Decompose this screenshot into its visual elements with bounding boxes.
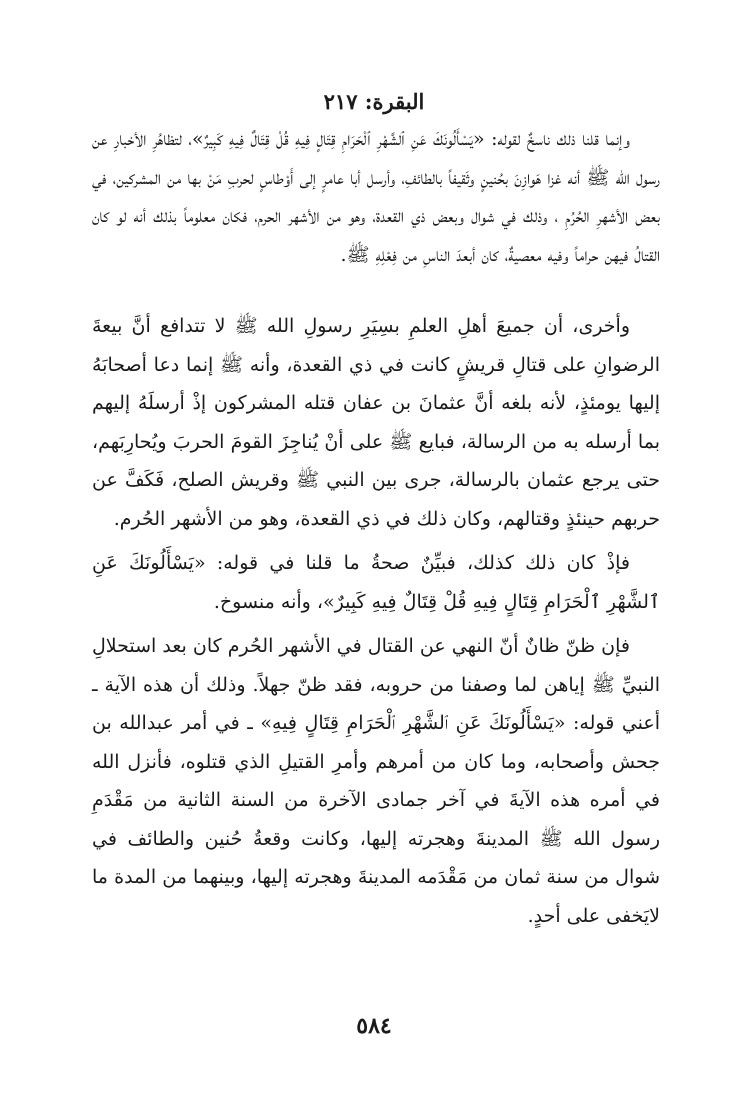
running-header: البقرة: ٢١٧ (323, 89, 425, 114)
paragraph-ridwan-pledge: وأخرى، أن جميعَ أهلِ العلمِ بسِيَرِ رسولِ الله ﷺ لا تتدافع أنَّ بيعةَ الرضوانِ على قتالِ قريشٍ كانت في ذي القعدة، وأنه ﷺ إنما دعا أصحابَهُ إليها يومئذٍ، لأنه بلغه أنَّ عثمانَ بن عفان قتله المشركون إذْ أرسلَهُ إليهم بما أرسله به من الرسالة، فبايع ﷺ على أنْ يُناجِزَ القومَ الحربَ ويُحارِبَهم، حتى يرجع عثمان بالرسالة، جرى بين النبي ﷺ وقريش الصلح، فَكَفَّ عن حربهم حينئذٍ وقتالهم، وكان ذلك في ذي القعدة، وهو من الأشهر الحُرم. (92, 315, 660, 530)
page-number: ٥٨٤ (356, 1013, 392, 1039)
paragraph-abrogation: وإنما قلنا ذلك ناسخٌ لقوله: «يَسْأَلُونَكَ عَنِ ٱلشَّهْرِ ٱلْحَرَامِ قِتَالٍ فِيهِ قُلْ قِتَالٌ فِيهِ كَبِيرٌ»، لتظاهُرِ الأخبارِ عن رسول الله ﷺ أنه غزا هَوازِنَ بحُنينٍ وثَقيفاً بالطائفِ، وأرسل أبا عامرٍ إلى أَوْطاسٍ لحربِ مَنْ بها من المشركين، في بعض الأشهرِ الحُرُمِ ، وذلك في شوال وبعض ذي القعدة، وهو من الأشهر الحرم، فكان معلوماً بذلك أنه لو كان القتالُ فيهن حراماً وفيه معصيةٌ، كان أبعدَ الناسِ من فِعْلِهِ ﷺ. (92, 128, 660, 266)
paragraph-gap (92, 274, 660, 307)
main-text (92, 120, 660, 935)
paragraph-conclusion: فإذْ كان ذلك كذلك، فبيِّنٌ صحةُ ما قلنا في قوله: «يَسْأَلُونَكَ عَنِ ٱلشَّهْرِ ٱلْحَرَامِ قِتَالٍ فِيهِ قُلْ قِتَالٌ فِيهِ كَبِيرٌ»، وأنه منسوخ. (92, 552, 660, 613)
paragraph-objection: فإن ظنّ ظانٌ أنّ النهي عن القتال في الأشهر الحُرم كان بعد استحلالِ النبيِّ ﷺ إياهن لما وصفنا من حروبه، فقد ظنّ جهلاً. وذلك أن هذه الآية ـ أعني قوله: «يَسْأَلُونَكَ عَنِ ٱلشَّهْرِ ٱلْحَرَامِ قِتَالٍ فِيهِ» ـ في أمر عبدالله بن جحش وأصحابه، وما كان من أمرهم وأمرِ القتيلِ الذي قتلوه، فأنزل الله في أمره هذه الآيةَ في آخر جمادى الآخرة من السنة الثانية من مَقْدَمِ رسول الله ﷺ المدينةَ وهجرته إليها، وكانت وقعةُ حُنين والطائف في شوال من سنة ثمان من مَقْدَمه المدينةَ وهجرته إليها، وبينهما من المدة ما لايَخفى على أحدٍ. (92, 635, 660, 927)
